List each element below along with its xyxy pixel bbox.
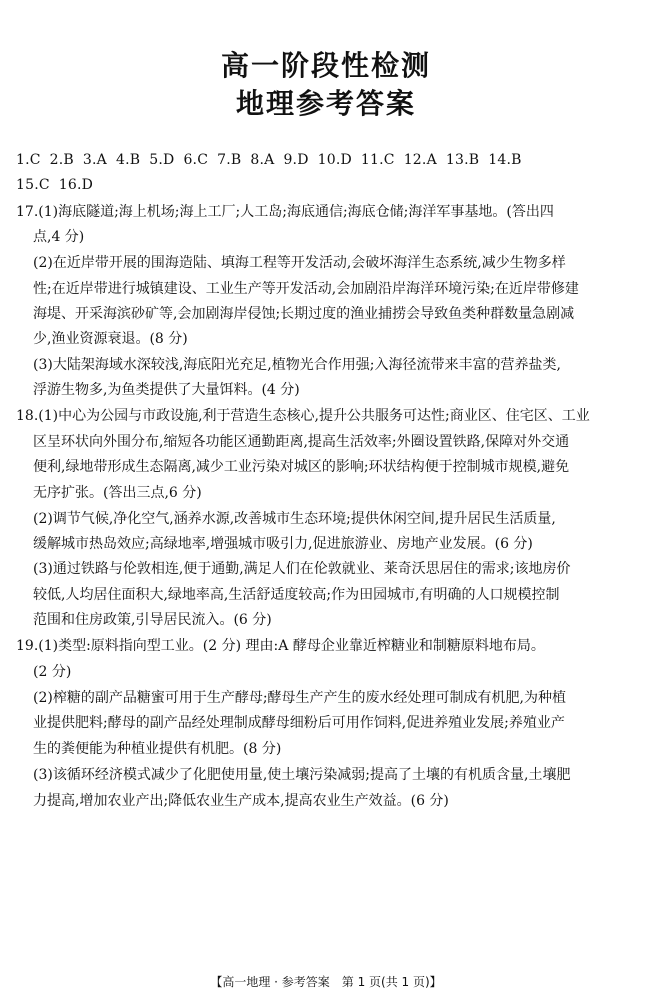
- q17-part3-line1: (3)大陆架海域水深较浅,海底阳光充足,植物光合作用强;入海径流带来丰富的营养盐类,: [33, 357, 561, 373]
- page-title: 高一阶段性检测: [220, 49, 431, 82]
- q17-part2-line1: (2)在近岸带开展的围海造陆、填海工程等开发活动,会破坏海洋生态系统,减少生物多样: [33, 255, 566, 271]
- q18-part1-line4: 无序扩张。(答出三点,6 分): [33, 485, 202, 501]
- mc-answer: 5.D: [149, 152, 175, 168]
- mc-answer: 11.C: [360, 152, 395, 168]
- page-footer: 【高一地理 · 参考答案 第 1 页(共 1 页)】: [210, 975, 442, 989]
- mc-answer: 6.C: [183, 152, 209, 168]
- q18-part3-line1: (3)通过铁路与伦敦相连,便于通勤,满足人们在伦敦就业、莱奇沃思居住的需求;该地房价: [33, 561, 571, 577]
- mc-answer: 10.D: [317, 152, 352, 168]
- mc-answer: 1.C: [16, 152, 41, 168]
- q17-part3-line2: 浮游生物多,为鱼类提供了大量饵料。(4 分): [33, 382, 300, 398]
- mc-answer: 3.A: [82, 152, 107, 168]
- page-subtitle: 地理参考答案: [235, 87, 416, 120]
- q19-part2-line1: (2)榨糖的副产品糖蜜可用于生产酵母;酵母生产产生的废水经处理可制成有机肥,为种植: [33, 690, 566, 706]
- q17-part2-line2: 性;在近岸带进行城镇建设、工业生产等开发活动,会加剧沿岸海洋环境污染;在近岸带修建: [33, 281, 579, 297]
- q18-part2-line1: (2)调节气候,净化空气,涵养水源,改善城市生态环境;提供休闲空间,提升居民生活质量,: [33, 511, 556, 527]
- q19-part3-line2: 力提高,增加农业产出;降低农业生产成本,提高农业生产效益。(6 分): [33, 793, 449, 809]
- mc-answer: 12.A: [403, 152, 437, 168]
- q18-part1-line2: 区呈环状向外围分布,缩短各功能区通勤距离,提高生活效率;外圈设置铁路,保障对外交通: [33, 434, 570, 450]
- q19-part1-line2: (2 分): [33, 664, 72, 680]
- mc-answers-row-1: [16, 148, 531, 172]
- mc-answer: 16.D: [58, 177, 94, 193]
- mc-answer: 4.B: [116, 152, 141, 168]
- q19-part3-line1: (3)该循环经济模式减少了化肥使用量,使土壤污染减弱;提高了土壤的有机质含量,土壤肥: [33, 767, 571, 783]
- mc-answer: 15.C: [16, 177, 50, 193]
- mc-answer: 2.B: [49, 152, 74, 168]
- q17-part1-line2: 点,4 分): [33, 229, 85, 245]
- q18-part3-line2: 较低,人均居住面积大,绿地率高,生活舒适度较高;作为田园城市,有明确的人口规模控制: [33, 587, 560, 603]
- q17-part2-line4: 少,渔业资源衰退。(8 分): [33, 331, 188, 347]
- mc-answer: 13.B: [445, 152, 480, 168]
- q19-part2-line2: 业提供肥料;酵母的副产品经处理制成酵母细粉后可用作饲料,促进养殖业发展;养殖业产: [33, 715, 565, 731]
- q17-part2-line3: 海堤、开采海滨砂矿等,会加剧海岸侵蚀;长期过度的渔业捕捞会导致鱼类种群数量急剧减: [33, 306, 575, 322]
- mc-answer: 8.A: [250, 152, 275, 168]
- q19-part2-line3: 生的粪便能为种植业提供有机肥。(8 分): [33, 741, 282, 757]
- mc-answers-row-2: [16, 173, 102, 197]
- q17-part1-line1: 17.(1)海底隧道;海上机场;海上工厂;人工岛;海底通信;海底仓储;海洋军事基地。(答出四: [16, 204, 554, 220]
- mc-answer: 14.B: [488, 152, 522, 168]
- q18-part2-line2: 缓解城市热岛效应;高绿地率,增强城市吸引力,促进旅游业、房地产业发展。(6 分): [33, 536, 533, 552]
- q18-part1-line1: 18.(1)中心为公园与市政设施,利于营造生态核心,提升公共服务可达性;商业区、住宅区、工业: [16, 408, 590, 424]
- q18-part3-line3: 范围和住房政策,引导居民流入。(6 分): [33, 612, 272, 628]
- mc-answer: 9.D: [283, 152, 309, 168]
- mc-answer: 7.B: [217, 152, 242, 168]
- q18-part1-line3: 便利,绿地带形成生态隔离,减少工业污染对城区的影响;环状结构便于控制城市规模,避免: [33, 459, 570, 475]
- q19-part1-line1: 19.(1)类型:原料指向型工业。(2 分) 理由:A 酵母企业靠近榨糖业和制糖原料地布局。: [16, 638, 545, 654]
